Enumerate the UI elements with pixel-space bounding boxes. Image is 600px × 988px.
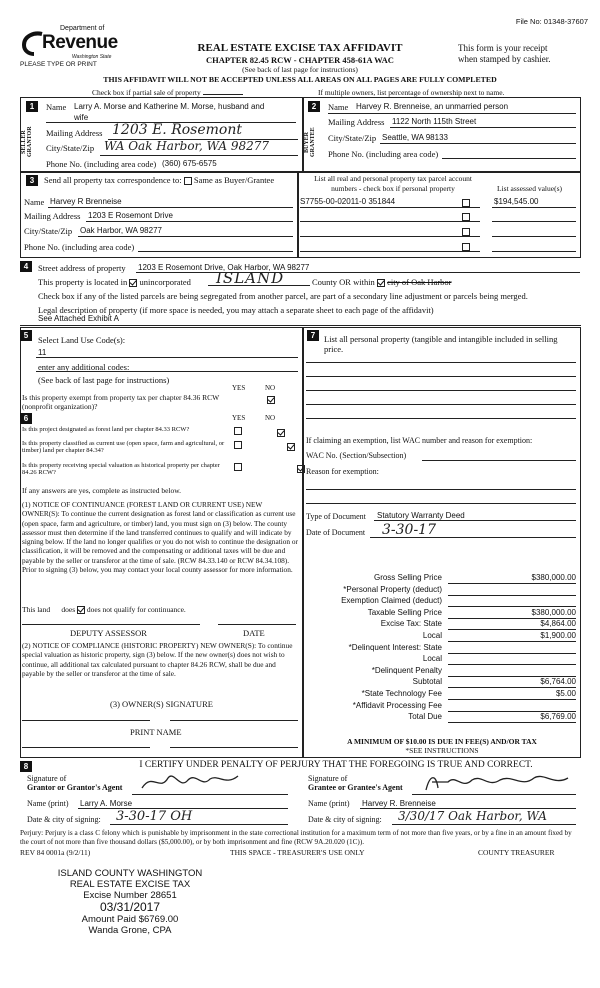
seller-mailing-label: Mailing Address (46, 128, 103, 138)
stamp-line-5: Amount Paid $6769.00 (81, 914, 179, 925)
parcel-number: S7755-00-02011-0 351844 (300, 197, 396, 206)
county-treasurer: COUNTY TREASURER (478, 848, 555, 857)
multiple-owners-note: If multiple owners, list percentage of ownership next to name. (318, 88, 505, 97)
s5-no: NO (265, 384, 276, 392)
county-or-label: County OR within (312, 277, 375, 287)
forest-no-checkbox[interactable] (277, 429, 285, 437)
tax-row-value: $6,764.00 (540, 677, 576, 687)
tax-row-label: Exemption Claimed (deduct) (341, 596, 442, 606)
please-type: PLEASE TYPE OR PRINT (20, 61, 97, 68)
forest-yes-checkbox[interactable] (234, 427, 242, 435)
tax-row-label: Local (422, 654, 442, 664)
parcel-checkbox-2[interactable] (462, 213, 470, 221)
tax-row-label: Taxable Selling Price (367, 607, 442, 617)
does-label: does (61, 605, 76, 614)
parcel-checkbox-4[interactable] (462, 243, 470, 251)
section-3-number: 3 (26, 175, 38, 186)
tax-row-label: *Affidavit Processing Fee (352, 700, 442, 710)
street-label: Street address of property (38, 263, 126, 273)
print-name-label: PRINT NAME (130, 727, 182, 737)
stamp-line-1: ISLAND COUNTY WASHINGTON (57, 868, 203, 879)
seller-grantor-label: SELLER GRANTOR (21, 126, 33, 158)
buyer-mailing-address: 1122 North 115th Street (392, 117, 477, 126)
tax-row-value: $380,000.00 (531, 573, 576, 582)
buyer-city: Seattle, WA 98133 (382, 133, 448, 142)
send-correspondence-label: Send all property tax correspondence to: (44, 175, 182, 185)
section-2-number: 2 (308, 101, 320, 112)
s6-yes: YES (232, 414, 246, 422)
corr-phone-label: Phone No. (including area code) (24, 242, 135, 252)
section-8-number: 8 (20, 761, 32, 772)
grantee-signature (422, 770, 572, 794)
grantee-sig-label-2: Grantee or Grantee's Agent (308, 783, 403, 792)
claiming-exemption: If claiming an exemption, list WAC number and reason for exemption: (306, 436, 533, 445)
same-as-buyer-label: Same as Buyer/Grantee (193, 175, 275, 185)
seller-city-label: City/State/Zip (46, 143, 95, 153)
tax-row-value: $6,769.00 (540, 712, 576, 722)
grantor-signature (138, 770, 248, 794)
s5-yes: YES (232, 384, 246, 392)
buyer-phone-label: Phone No. (including area code) (328, 149, 439, 159)
seller-name-2: wife (74, 113, 89, 122)
tax-row-label: Total Due (408, 712, 442, 722)
tax-row-value: $380,000.00 (531, 607, 576, 617)
unincorporated-label: unincorporated (139, 277, 191, 287)
current-use-yes-checkbox[interactable] (234, 441, 242, 449)
assessed-head: List assessed value(s) (497, 184, 562, 193)
section-5-number: 5 (20, 330, 32, 341)
historic-yes-checkbox[interactable] (234, 463, 242, 471)
notice-compliance: (2) NOTICE OF COMPLIANCE (HISTORIC PROPERTY) NEW OWNER(S): To continue special valuation as historic property, sign (3) below. If the new owner(s) does not wish to continue, all additional tax calculated pursuant to chapter 84.26 RCW, shall be due and payable by the seller or transferor at the time of sale. (22, 641, 293, 678)
seller-name: Larry A. Morse and Katherine M. Morse, husband and (74, 102, 265, 111)
date-label: DATE (243, 628, 265, 638)
grantor-date: 3-30-17 OH (116, 809, 193, 824)
form-chapter: CHAPTER 82.45 RCW - CHAPTER 458-61A WAC (206, 55, 394, 65)
parcel-checkbox-3[interactable] (462, 228, 470, 236)
seller-city: WA Oak Harbor, WA 98277 (104, 139, 269, 153)
tax-row-label: Subtotal (412, 677, 442, 687)
does-not-checkbox[interactable] (77, 606, 85, 614)
same-as-buyer-checkbox[interactable] (184, 177, 192, 185)
tax-row-label: Gross Selling Price (373, 573, 442, 582)
form-title: REAL ESTATE EXCISE TAX AFFIDAVIT (197, 42, 403, 54)
grantee-date-label: Date & city of signing: (308, 815, 382, 824)
tax-row-label: *Personal Property (deduct) (343, 584, 442, 594)
doc-date-label: Date of Document (306, 528, 366, 537)
wac-label: WAC No. (Section/Subsection) (306, 451, 407, 460)
stamp-line-2: REAL ESTATE EXCISE TAX (69, 879, 191, 890)
current-use-no-checkbox[interactable] (287, 443, 295, 451)
partial-sale-row (92, 88, 243, 97)
corr-name-label: Name (24, 197, 45, 207)
grantor-name-label: Name (print) (27, 799, 69, 808)
exempt-question: Is this property exempt from property tax per chapter 84.36 RCW (nonprofit organization)? (22, 393, 220, 411)
stamp-line-3: Excise Number 28651 (83, 890, 177, 901)
logo-revenue: Revenue (42, 32, 118, 53)
s6-no: NO (265, 414, 276, 422)
grantor-sig-label: Signature of (27, 774, 67, 783)
doc-date: 3-30-17 (382, 522, 436, 538)
receipt-note: This form is your receipt (458, 43, 548, 53)
buyer-name-label: Name (328, 102, 349, 112)
section-7-number: 7 (307, 330, 319, 341)
owner-signature-label: (3) OWNER(S) SIGNATURE (110, 699, 213, 709)
assessed-value: $194,545.00 (494, 197, 539, 206)
county-name: ISLAND (216, 269, 285, 287)
send-correspondence-row (44, 175, 274, 185)
tax-row-value: $5.00 (555, 689, 576, 698)
tax-row-value: $1,900.00 (540, 631, 576, 640)
parcel-head-2: numbers - check box if personal property (331, 184, 455, 193)
tax-row-label: *State Technology Fee (361, 689, 442, 698)
enter-codes-label: enter any additional codes: (38, 362, 130, 372)
perjury-notice: Perjury: Perjury is a class C felony which is punishable by imprisonment in the state correctional institution for a maximum term of not more than five years, or by a fine in an amount fixed by the court of not more than five thousand dollars ($5,000.00), or by both imprisonment and fine (RCW 9A.20.020 (1C)). (20, 829, 572, 846)
located-row (38, 277, 191, 287)
corr-mailing-label: Mailing Address (24, 211, 81, 221)
current-use-question: Is this property classified as current use (open space, farm and agricultural, or timber) land per chapter 84.34? (22, 440, 225, 454)
see-instructions: *SEE INSTRUCTIONS (405, 746, 479, 755)
treasurer-stamp (40, 868, 220, 936)
reason-label: Reason for exemption: (306, 467, 379, 476)
corr-city-label: City/State/Zip (24, 226, 73, 236)
tax-row-label: Local (422, 631, 442, 640)
tax-row-label: *Delinquent Interest: State (348, 642, 442, 652)
see-back-codes: (See back of last page for instructions) (38, 375, 170, 385)
located-label: This property is located in (38, 277, 128, 287)
grantee-sig-label: Signature of (308, 774, 348, 783)
if-any-yes: If any answers are yes, complete as instructed below. (22, 486, 182, 495)
not-accepted-warning: THIS AFFIDAVIT WILL NOT BE ACCEPTED UNLESS ALL AREAS ON ALL PAGES ARE FULLY COMPLETED (103, 75, 497, 84)
stamp-line-6: Wanda Grone, CPA (88, 925, 172, 936)
rev-number: REV 84 0001a (9/2/11) (20, 848, 91, 857)
unincorporated-checkbox[interactable] (129, 279, 137, 287)
buyer-mailing-label: Mailing Address (328, 117, 385, 127)
section-1-number: 1 (26, 101, 38, 112)
minimum-fee: A MINIMUM OF $10.00 IS DUE IN FEE(S) AND/OR TAX (347, 737, 537, 746)
land-use-label: Select Land Use Code(s): (38, 335, 126, 345)
grantor-name: Larry A. Morse (80, 799, 133, 808)
treasurer-use-only: THIS SPACE - TREASURER'S USE ONLY (230, 848, 365, 857)
grantee-name: Harvey R. Brenneise (362, 799, 436, 808)
buyer-grantee-label: BUYER GRANTEE (304, 127, 316, 157)
dor-logo (20, 22, 120, 66)
land-use-code: 11 (38, 348, 47, 357)
section-6-number: 6 (20, 413, 32, 424)
forest-question: Is this project designated as forest land per chapter 84.33 RCW? (22, 426, 190, 433)
grantor-sig-label-2: Grantor or Grantor's Agent (27, 783, 123, 792)
certify-statement: I CERTIFY UNDER PENALTY OF PERJURY THAT THE FOREGOING IS TRUE AND CORRECT. (139, 760, 533, 770)
tax-row-label: Excise Tax: State (380, 619, 442, 629)
section-4-number: 4 (20, 261, 32, 272)
parcel-checkbox-1[interactable] (462, 199, 470, 207)
buyer-city-label: City/State/Zip (328, 133, 377, 143)
personal-property-label: List all personal property (tangible and intangible included in selling price. (324, 334, 558, 354)
logo-department: Department of (60, 25, 105, 32)
parcel-head-1: List all real and personal property tax parcel account (314, 174, 472, 183)
seller-phone-label: Phone No. (including area code) (46, 159, 157, 169)
receipt-note-2: when stamped by cashier. (458, 54, 551, 64)
seller-mailing-address: 1203 E. Rosemont (112, 122, 242, 138)
street-address: 1203 E Rosemont Drive, Oak Harbor, WA 98277 (138, 263, 310, 272)
stamp-line-4: 03/31/2017 (99, 900, 161, 914)
file-number: File No: 01348-37607 (515, 17, 588, 26)
grantee-date: 3/30/17 Oak Harbor, WA (398, 809, 547, 823)
this-land-row (22, 605, 186, 614)
buyer-name: Harvey R. Brenneise, an unmarried person (356, 102, 509, 111)
notice-continuance: (1) NOTICE OF CONTINUANCE (FOREST LAND OR CURRENT USE) NEW OWNER(S): To continue the current designation as forest land or classification as current use (open space, farm and agriculture, or timber) land, you must sign on (3) below. The county assessor must then determine if the land transferred continues to qualify and will indicate by signing below. If the land no longer qualifies or you do not wish to continue the designation or classification, it will be removed and the compensating or additional taxes will be due and payable by the seller or transferor at the time of sale. (RCW 84.33.140 or RCW 84.34.108). Prior to signing (3) below, you may contact your local county assessor for more information. (22, 500, 298, 575)
grantor-date-label: Date & city of signing: (27, 815, 101, 824)
grantee-name-label: Name (print) (308, 799, 350, 808)
city-of-label: city of Oak Harbor (387, 277, 452, 287)
historic-question: Is this property receiving special valuation as historical property per chapter 84.26 RCW? (22, 462, 220, 476)
legal-description-label: Legal description of property (if more space is needed, you may attach a separate sheet to each page of the affidavit) (38, 305, 434, 315)
tax-row-label: *Delinquent Penalty (371, 665, 442, 675)
legal-exhibit: See Attached Exhibit A (38, 314, 119, 323)
corr-city: Oak Harbor, WA 98277 (80, 226, 162, 235)
logo-washington: Washington State (72, 54, 112, 60)
does-not-label: does not qualify for continuance. (86, 605, 186, 614)
segregated-note: Check box if any of the listed parcels are being segregated from another parcel, are part of a secondary line adjustment or parcels being merged. (38, 291, 528, 301)
doc-type-label: Type of Document (306, 512, 366, 521)
seller-name-label: Name (46, 102, 67, 112)
tax-row-value: $4,864.00 (540, 619, 576, 629)
exempt-no-checkbox[interactable] (267, 396, 275, 404)
seller-phone: (360) 675-6575 (162, 159, 217, 168)
this-land-label: This land (22, 605, 51, 614)
corr-name: Harvey R Brenneise (50, 197, 122, 206)
corr-mailing-address: 1203 E Rosemont Drive (88, 211, 173, 220)
city-checkbox[interactable] (377, 279, 385, 287)
see-back: (See back of last page for instructions) (242, 65, 358, 74)
county-or-row (312, 277, 452, 287)
doc-type: Statutory Warranty Deed (377, 511, 465, 520)
deputy-assessor-label: DEPUTY ASSESSOR (70, 628, 147, 638)
partial-sale-label: Check box if partial sale of property (92, 88, 201, 97)
